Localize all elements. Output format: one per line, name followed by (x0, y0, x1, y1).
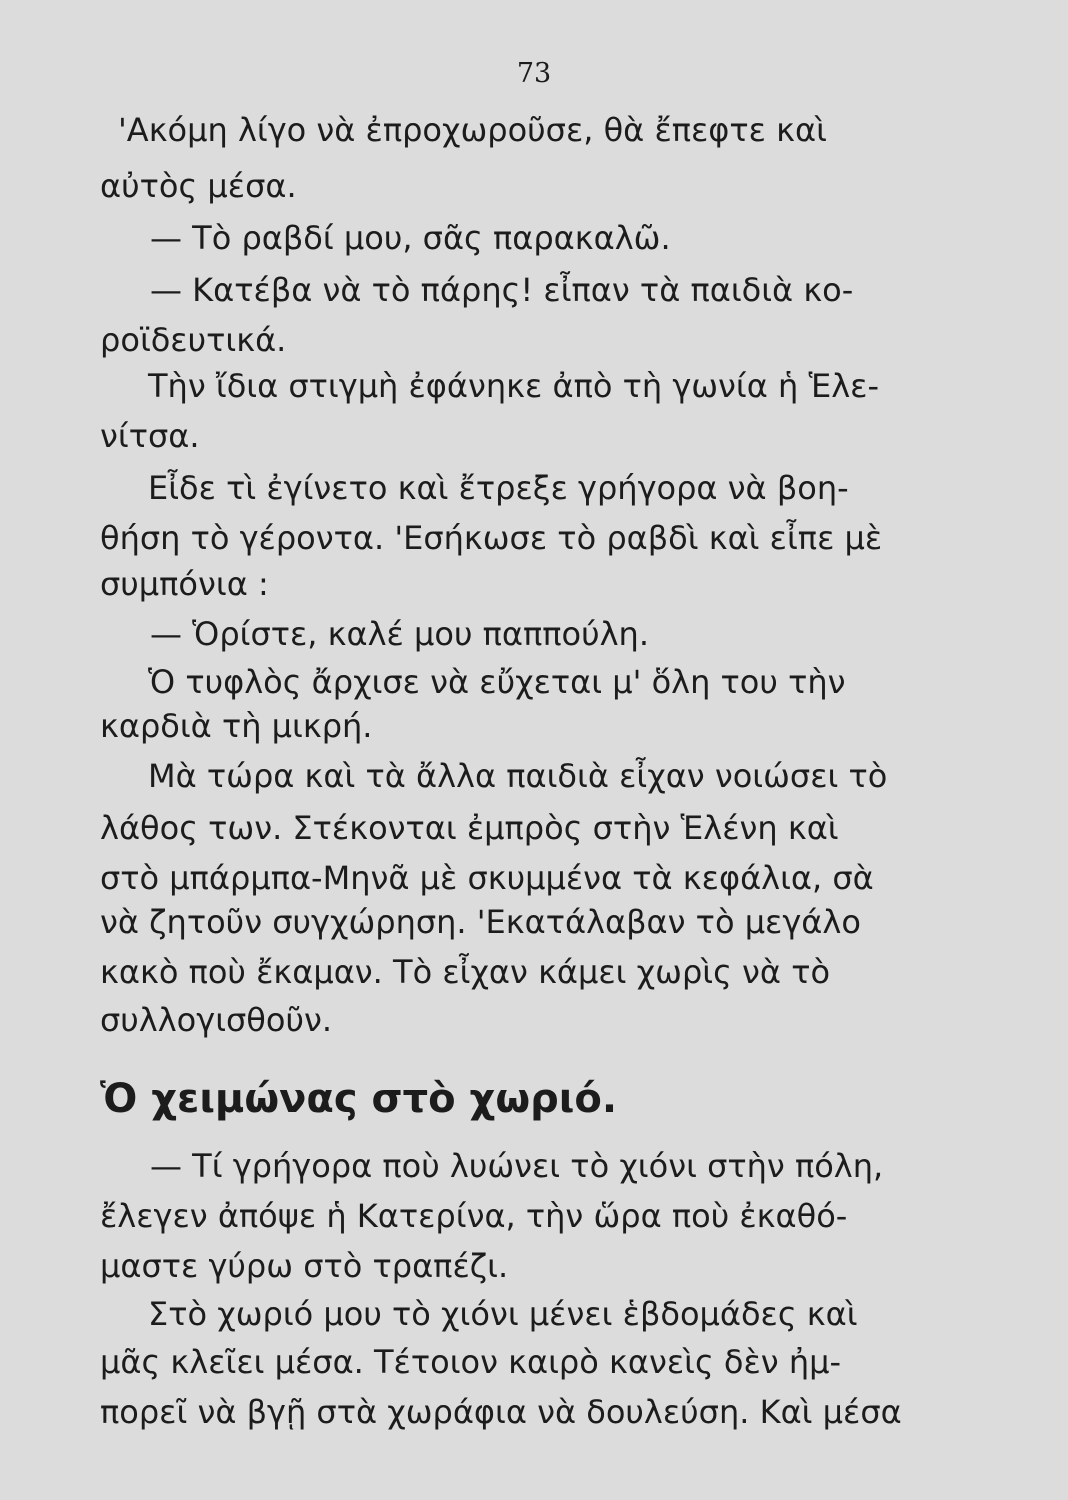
text-line: μᾶς κλεῖει μέσα. Τέτοιον καιρὸ κανεὶς δὲν ἠμ- (100, 1343, 841, 1381)
text-line: θήση τὸ γέροντα. 'Εσήκωσε τὸ ραβδὶ καὶ εἶπε μὲ (100, 519, 883, 557)
text-line: νὰ ζητοῦν συγχώρηση. 'Εκατάλαβαν τὸ μεγάλο (100, 903, 861, 941)
section-heading: Ὁ χειμώνας στὸ χωριό. (100, 1076, 618, 1122)
text-line: μαστε γύρω στὸ τραπέζι. (100, 1247, 509, 1285)
text-line: Ὁ τυφλὸς ἄρχισε νὰ εὔχεται μ' ὅλη του τὴν (148, 663, 846, 701)
text-line: 'Ακόμη λίγο νὰ ἐπροχωροῦσε, θὰ ἔπεφτε καὶ (118, 111, 827, 149)
text-line: συλλογισθοῦν. (100, 1001, 333, 1039)
text-line: στὸ μπάρμπα-Μηνᾶ μὲ σκυμμένα τὰ κεφάλια, σὰ (100, 859, 874, 897)
text-line: ροϊδευτικά. (100, 321, 287, 359)
text-line: — Τί γρήγορα ποὺ λυώνει τὸ χιόνι στὴν πόλη, (150, 1147, 884, 1185)
text-line: — Κατέβα νὰ τὸ πάρης! εἶπαν τὰ παιδιὰ κο- (150, 271, 854, 309)
text-line: Τὴν ἴδια στιγμὴ ἐφάνηκε ἀπὸ τὴ γωνία ἡ Ἑλε- (148, 367, 879, 405)
text-line: Εἶδε τὶ ἐγίνετο καὶ ἔτρεξε γρήγορα νὰ βοη- (148, 469, 849, 507)
text-line: Στὸ χωριό μου τὸ χιόνι μένει ἑβδομάδες καὶ (148, 1295, 858, 1333)
page-number: 73 (516, 58, 552, 89)
text-line: — Ὁρίστε, καλέ μου παππούλη. (150, 615, 649, 653)
text-line: αὐτὸς μέσα. (100, 167, 297, 205)
text-line: κακὸ ποὺ ἔκαμαν. Τὸ εἶχαν κάμει χωρὶς νὰ τὸ (100, 953, 831, 991)
text-line: νίτσα. (100, 417, 200, 455)
text-line: καρδιὰ τὴ μικρή. (100, 707, 373, 745)
text-line: — Τὸ ραβδί μου, σᾶς παρακαλῶ. (150, 219, 671, 257)
text-line: Μὰ τώρα καὶ τὰ ἄλλα παιδιὰ εἶχαν νοιώσει τὸ (148, 757, 888, 795)
text-line: ἔλεγεν ἀπόψε ἡ Κατερίνα, τὴν ὥρα ποὺ ἐκαθό- (100, 1197, 848, 1235)
text-line: πορεῖ νὰ βγῇ στὰ χωράφια νὰ δουλεύση. Καὶ μέσα (100, 1393, 902, 1431)
text-line: λάθος των. Στέκονται ἐμπρὸς στὴν Ἑλένη καὶ (100, 809, 839, 847)
text-line: συμπόνια : (100, 565, 269, 603)
